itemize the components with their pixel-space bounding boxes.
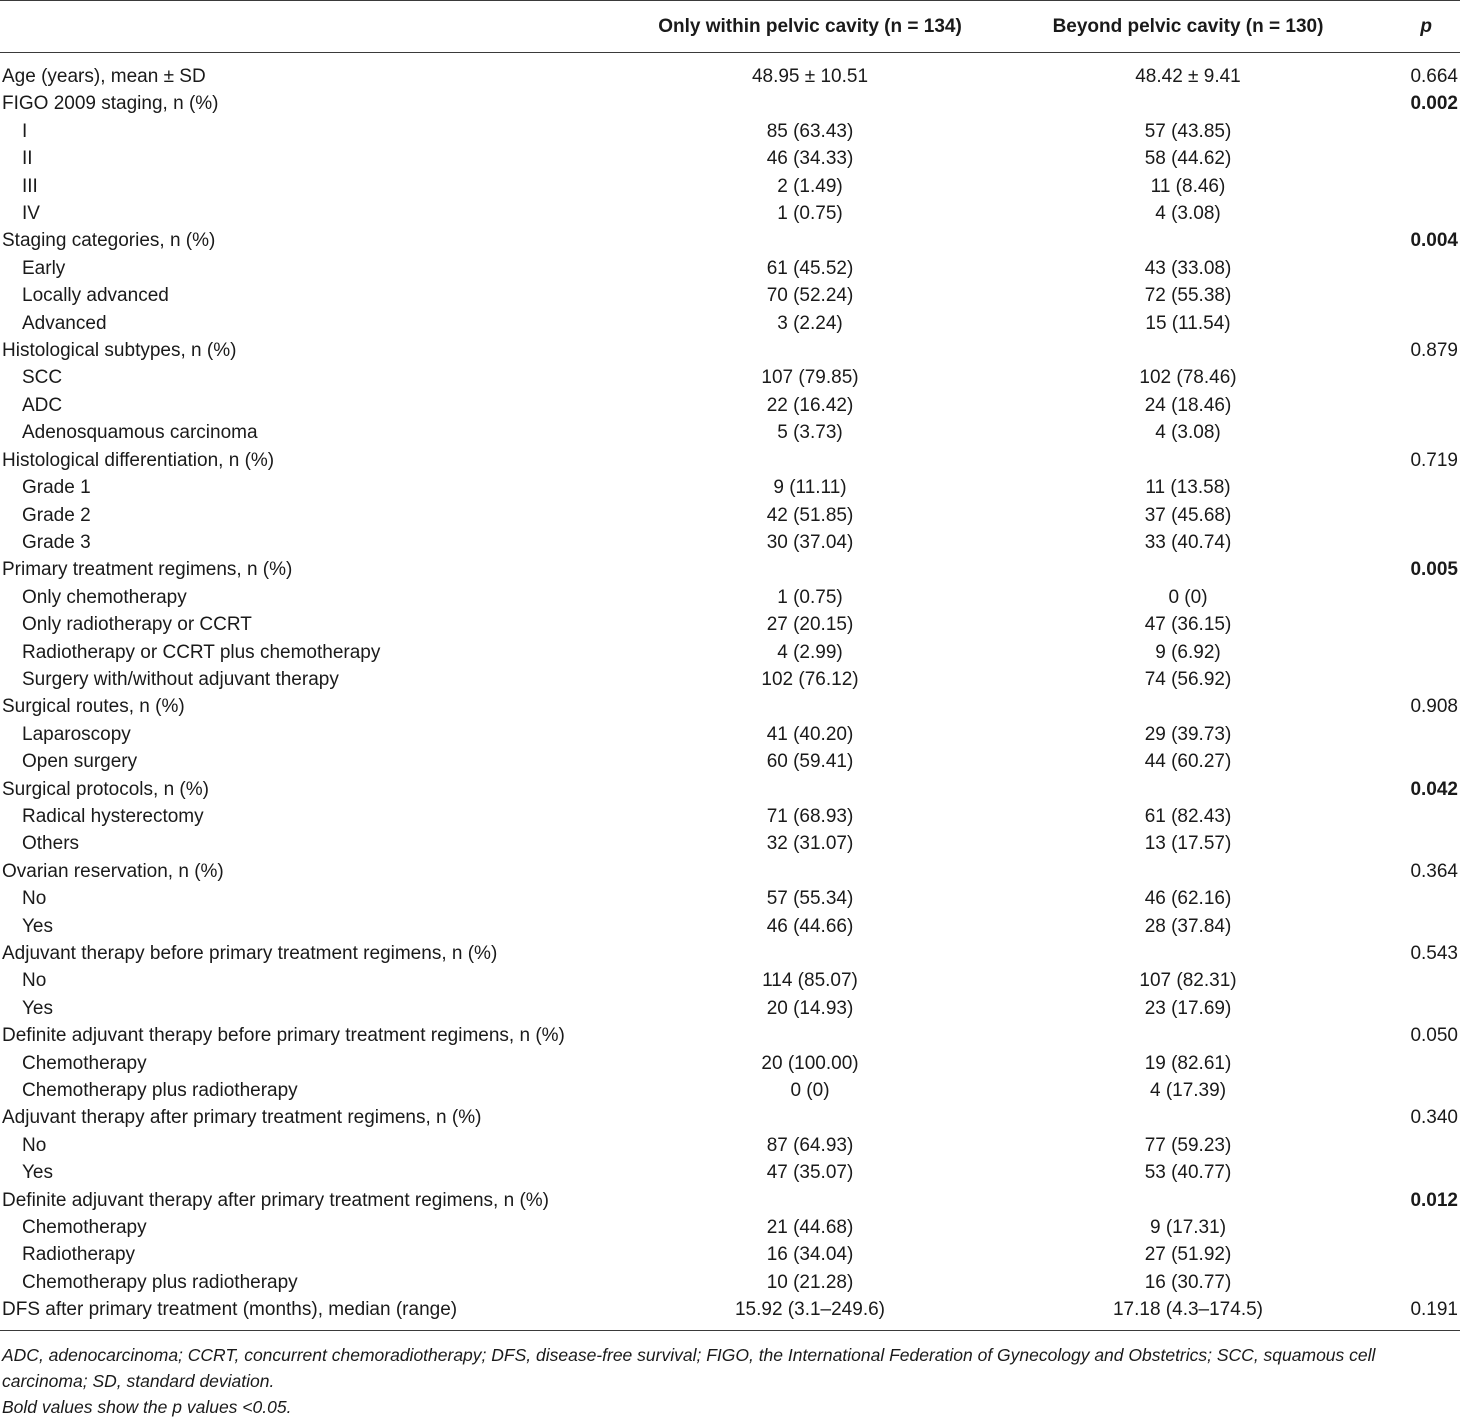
beyond-pelvic-value: 11 (8.46) (1150, 175, 1226, 197)
within-pelvic-value: 47 (35.07) (766, 1162, 854, 1184)
within-pelvic-value: 21 (44.68) (766, 1217, 854, 1239)
within-pelvic-value: 0 (0) (790, 1080, 830, 1102)
beyond-pelvic-value: 19 (82.61) (1144, 1052, 1232, 1074)
within-pelvic-value (620, 227, 1000, 254)
row-label: Surgery with/without adjuvant therapy (22, 668, 339, 690)
within-pelvic-value: 30 (37.04) (766, 531, 854, 553)
p-value (1376, 1132, 1460, 1159)
p-value (1376, 1269, 1460, 1296)
p-value: 0.002 (1410, 93, 1458, 115)
beyond-pelvic-value: 17.18 (4.3–174.5) (1000, 1296, 1376, 1330)
table-row-variable (0, 556, 1460, 583)
within-pelvic-value: 102 (76.12) (761, 668, 859, 690)
beyond-pelvic-value: 74 (56.92) (1144, 668, 1232, 690)
within-pelvic-value: 41 (40.20) (766, 723, 854, 745)
beyond-pelvic-value: 11 (13.58) (1145, 477, 1231, 499)
p-value: 0.050 (1410, 1025, 1458, 1047)
row-label: Radiotherapy or CCRT plus chemotherapy (22, 641, 381, 663)
table-row-subcategory (0, 1269, 1460, 1296)
p-value (1376, 310, 1460, 337)
within-pelvic-value (620, 1104, 1000, 1131)
within-pelvic-value: 46 (34.33) (766, 148, 854, 170)
within-pelvic-value (620, 1022, 1000, 1049)
table-row-subcategory (0, 118, 1460, 145)
table-row-subcategory (0, 1241, 1460, 1268)
table-row-subcategory (0, 173, 1460, 200)
row-label: Grade 2 (22, 504, 91, 526)
table-row-variable (0, 1104, 1460, 1131)
within-pelvic-value (620, 556, 1000, 583)
table-row-variable (0, 90, 1460, 117)
table-header (0, 1, 1460, 53)
row-label: Surgical routes, n (%) (2, 696, 185, 718)
beyond-pelvic-value: 107 (82.31) (1139, 970, 1237, 992)
within-pelvic-value (620, 858, 1000, 885)
table-row-subcategory (0, 145, 1460, 172)
p-value (1376, 748, 1460, 775)
within-pelvic-value: 22 (16.42) (766, 394, 854, 416)
beyond-pelvic-value (1000, 940, 1376, 967)
p-value (1376, 173, 1460, 200)
beyond-pelvic-value: 4 (3.08) (1155, 203, 1221, 225)
within-pelvic-value: 20 (14.93) (766, 997, 854, 1019)
p-value (1376, 1077, 1460, 1104)
within-pelvic-value: 48.95 ± 10.51 (751, 66, 869, 87)
row-label: Chemotherapy (22, 1052, 147, 1074)
row-label: Only radiotherapy or CCRT (22, 614, 252, 636)
row-label: Only chemotherapy (22, 586, 187, 608)
row-label: Age (years), mean ± SD (2, 66, 206, 87)
row-label: Chemotherapy (22, 1217, 147, 1239)
within-pelvic-value: 114 (85.07) (762, 970, 858, 992)
p-value (1376, 529, 1460, 556)
p-value (1376, 1050, 1460, 1077)
beyond-pelvic-value: 0 (0) (1168, 586, 1208, 608)
beyond-pelvic-value (1000, 776, 1376, 803)
p-value (1376, 1159, 1460, 1186)
header-row (0, 1, 1460, 53)
row-label: I (22, 120, 28, 142)
table-row-subcategory (0, 721, 1460, 748)
p-value (1376, 502, 1460, 529)
header-within-pelvic-cavity: Only within pelvic cavity (n = 134) (620, 1, 1000, 53)
beyond-pelvic-value (1000, 227, 1376, 254)
table-row-subcategory (0, 830, 1460, 857)
within-pelvic-value: 85 (63.43) (766, 120, 854, 142)
table-row-variable (0, 1187, 1460, 1214)
row-label: Others (22, 833, 80, 855)
table-row-subcategory (0, 1132, 1460, 1159)
beyond-pelvic-value (1000, 90, 1376, 117)
row-label: Histological differentiation, n (%) (2, 449, 275, 471)
p-value (1376, 803, 1460, 830)
p-value: 0.340 (1410, 1107, 1458, 1129)
within-pelvic-value: 3 (2.24) (777, 312, 843, 334)
p-value: 0.543 (1410, 943, 1458, 964)
table-row-variable (0, 1296, 1460, 1330)
row-label: DFS after primary treatment (months), median (range) (0, 1296, 620, 1330)
table-row-subcategory (0, 529, 1460, 556)
row-label: Yes (22, 1162, 53, 1184)
row-label: IV (22, 203, 40, 225)
table-row-subcategory (0, 995, 1460, 1022)
beyond-pelvic-value: 61 (82.43) (1144, 805, 1232, 827)
beyond-pelvic-value: 72 (55.38) (1144, 285, 1232, 307)
beyond-pelvic-value: 102 (78.46) (1139, 367, 1237, 389)
row-label: Radical hysterectomy (22, 805, 204, 827)
p-value: 0.364 (1410, 860, 1458, 882)
row-label: Yes (22, 997, 53, 1019)
row-label: ADC (22, 394, 63, 416)
p-value (1376, 666, 1460, 693)
p-value (1376, 255, 1460, 282)
p-value: 0.005 (1410, 559, 1458, 581)
beyond-pelvic-value: 28 (37.84) (1144, 915, 1232, 937)
table-row-subcategory (0, 364, 1460, 391)
within-pelvic-value: 5 (3.73) (777, 422, 843, 444)
row-label: Definite adjuvant therapy after primary treatment regimens, n (%) (2, 1189, 550, 1211)
p-value: 0.719 (1410, 449, 1458, 471)
within-pelvic-value: 32 (31.07) (766, 833, 854, 855)
table-footnotes (2, 1342, 1458, 1420)
row-label: No (22, 1134, 47, 1156)
within-pelvic-value: 20 (100.00) (761, 1052, 859, 1074)
within-pelvic-value: 1 (0.75) (777, 586, 843, 608)
p-value (1376, 584, 1460, 611)
p-value: 0.042 (1410, 778, 1458, 800)
beyond-pelvic-value: 24 (18.46) (1144, 394, 1232, 416)
table-row-variable (0, 693, 1460, 720)
header-variable (0, 1, 620, 53)
table-row-variable (0, 447, 1460, 474)
p-value (1376, 1241, 1460, 1268)
beyond-pelvic-value: 53 (40.77) (1144, 1162, 1232, 1184)
p-value (1376, 364, 1460, 391)
within-pelvic-value: 87 (64.93) (766, 1134, 854, 1156)
row-label: SCC (22, 367, 63, 389)
row-label: Chemotherapy plus radiotherapy (22, 1080, 298, 1102)
beyond-pelvic-value (1000, 1104, 1376, 1131)
header-beyond-pelvic-cavity: Beyond pelvic cavity (n = 130) (1000, 1, 1376, 53)
table-row-variable (0, 1022, 1460, 1049)
beyond-pelvic-value (1000, 858, 1376, 885)
row-label: Adjuvant therapy before primary treatment regimens, n (%) (2, 943, 498, 964)
within-pelvic-value: 2 (1.49) (777, 175, 843, 197)
within-pelvic-value (620, 90, 1000, 117)
p-value (1376, 967, 1460, 994)
within-pelvic-value: 60 (59.41) (766, 751, 854, 773)
beyond-pelvic-value: 37 (45.68) (1144, 504, 1232, 526)
beyond-pelvic-value: 29 (39.73) (1144, 723, 1232, 745)
beyond-pelvic-value: 16 (30.77) (1144, 1271, 1232, 1293)
row-label: FIGO 2009 staging, n (%) (2, 93, 219, 115)
beyond-pelvic-value (1000, 556, 1376, 583)
table-row-variable (0, 776, 1460, 803)
p-value (1376, 721, 1460, 748)
row-label: Primary treatment regimens, n (%) (2, 559, 293, 581)
table-row-subcategory (0, 474, 1460, 501)
within-pelvic-value: 42 (51.85) (766, 504, 854, 526)
beyond-pelvic-value: 48.42 ± 9.41 (1135, 66, 1241, 87)
row-label: Histological subtypes, n (%) (2, 340, 237, 362)
beyond-pelvic-value: 33 (40.74) (1144, 531, 1232, 553)
beyond-pelvic-value (1000, 337, 1376, 364)
table-row-subcategory (0, 502, 1460, 529)
row-label: No (22, 888, 47, 910)
row-label: Chemotherapy plus radiotherapy (22, 1271, 298, 1293)
within-pelvic-value: 61 (45.52) (766, 257, 854, 279)
p-value (1376, 913, 1460, 940)
table-body (0, 53, 1460, 1331)
beyond-pelvic-value: 9 (6.92) (1155, 641, 1221, 663)
beyond-pelvic-value: 9 (17.31) (1149, 1217, 1227, 1239)
within-pelvic-value: 10 (21.28) (766, 1271, 854, 1293)
p-value (1376, 118, 1460, 145)
table-row-subcategory (0, 1077, 1460, 1104)
within-pelvic-value (620, 447, 1000, 474)
row-label: Advanced (22, 312, 107, 334)
p-value (1376, 830, 1460, 857)
table-row-subcategory (0, 255, 1460, 282)
beyond-pelvic-value: 44 (60.27) (1144, 751, 1232, 773)
row-label: II (22, 148, 33, 170)
within-pelvic-value: 15.92 (3.1–249.6) (620, 1296, 1000, 1330)
row-label: III (22, 175, 38, 197)
row-label: No (22, 970, 47, 992)
bold-values-note: Bold values show the p values <0.05. (2, 1397, 292, 1417)
table-row-subcategory (0, 1159, 1460, 1186)
row-label: Ovarian reservation, n (%) (2, 860, 224, 882)
table-row-subcategory (0, 1050, 1460, 1077)
within-pelvic-value: 71 (68.93) (766, 805, 854, 827)
table-row-variable (0, 227, 1460, 254)
table-row-subcategory (0, 1214, 1460, 1241)
p-value (1376, 200, 1460, 227)
beyond-pelvic-value: 77 (59.23) (1144, 1134, 1232, 1156)
within-pelvic-value (620, 337, 1000, 364)
p-value: 0.004 (1410, 230, 1458, 252)
table-row-subcategory (0, 419, 1460, 446)
p-value (1376, 611, 1460, 638)
row-label: Grade 3 (22, 531, 91, 553)
beyond-pelvic-value (1000, 1022, 1376, 1049)
within-pelvic-value: 57 (55.34) (766, 888, 854, 910)
header-p-value: p (1376, 1, 1460, 53)
beyond-pelvic-value: 27 (51.92) (1144, 1244, 1232, 1266)
row-label: Early (22, 257, 66, 279)
p-value (1376, 145, 1460, 172)
p-value (1376, 885, 1460, 912)
beyond-pelvic-value: 15 (11.54) (1145, 312, 1231, 334)
p-value: 0.664 (1410, 66, 1458, 87)
beyond-pelvic-value: 43 (33.08) (1144, 257, 1232, 279)
table-row-variable (0, 940, 1460, 967)
row-label: Locally advanced (22, 285, 169, 307)
row-label: Open surgery (22, 751, 138, 773)
table-row-subcategory (0, 282, 1460, 309)
table-row-subcategory (0, 803, 1460, 830)
p-value: 0.908 (1410, 696, 1458, 718)
beyond-pelvic-value (1000, 447, 1376, 474)
row-label: Definite adjuvant therapy before primary treatment regimens, n (%) (2, 1025, 565, 1047)
table-row-variable (0, 337, 1460, 364)
p-value (1376, 995, 1460, 1022)
row-label: Adjuvant therapy after primary treatment regimens, n (%) (2, 1107, 482, 1129)
beyond-pelvic-value: 4 (3.08) (1155, 422, 1221, 444)
row-label: Grade 1 (22, 477, 91, 499)
beyond-pelvic-value (1000, 693, 1376, 720)
within-pelvic-value: 107 (79.85) (761, 367, 859, 389)
within-pelvic-value: 46 (44.66) (766, 915, 854, 937)
p-value (1376, 474, 1460, 501)
beyond-pelvic-value: 46 (62.16) (1144, 888, 1232, 910)
within-pelvic-value: 27 (20.15) (766, 614, 854, 636)
within-pelvic-value: 9 (11.11) (773, 477, 847, 499)
within-pelvic-value (620, 1187, 1000, 1214)
row-label: Surgical protocols, n (%) (2, 778, 209, 800)
table-row-subcategory (0, 913, 1460, 940)
table-row-variable (0, 858, 1460, 885)
row-label: Staging categories, n (%) (2, 230, 216, 252)
beyond-pelvic-value: 23 (17.69) (1144, 997, 1232, 1019)
within-pelvic-value: 4 (2.99) (777, 641, 843, 663)
p-value (1376, 1214, 1460, 1241)
within-pelvic-value (620, 693, 1000, 720)
table-row-subcategory (0, 748, 1460, 775)
table-row-subcategory (0, 639, 1460, 666)
row-label: Radiotherapy (22, 1244, 136, 1266)
beyond-pelvic-value: 57 (43.85) (1144, 120, 1232, 142)
row-label: Adenosquamous carcinoma (22, 422, 258, 444)
abbreviations-note: ADC, adenocarcinoma; CCRT, concurrent chemoradiotherapy; DFS, disease-free survival; FIGO, the International Federation of Gynecology and Obstetrics; SCC, squamous cell carcinoma; SD, standard deviation. (2, 1345, 1376, 1391)
beyond-pelvic-value: 58 (44.62) (1144, 148, 1232, 170)
table-row-subcategory (0, 584, 1460, 611)
row-label: Laparoscopy (22, 723, 131, 745)
table-row-subcategory (0, 666, 1460, 693)
table-row-subcategory (0, 200, 1460, 227)
table-row-subcategory (0, 611, 1460, 638)
table-row-subcategory (0, 967, 1460, 994)
table-row-variable (0, 53, 1460, 91)
p-value (1376, 639, 1460, 666)
within-pelvic-value: 1 (0.75) (777, 203, 843, 225)
within-pelvic-value: 16 (34.04) (766, 1244, 854, 1266)
p-value: 0.879 (1410, 340, 1458, 362)
row-label: Yes (22, 915, 53, 937)
table-row-subcategory (0, 392, 1460, 419)
beyond-pelvic-value: 13 (17.57) (1144, 833, 1232, 855)
p-value: 0.012 (1410, 1189, 1458, 1211)
beyond-pelvic-value: 4 (17.39) (1149, 1080, 1227, 1102)
p-value (1376, 392, 1460, 419)
p-value (1376, 282, 1460, 309)
p-value (1376, 419, 1460, 446)
within-pelvic-value (620, 940, 1000, 967)
table-row-subcategory (0, 885, 1460, 912)
within-pelvic-value (620, 776, 1000, 803)
beyond-pelvic-value (1000, 1187, 1376, 1214)
within-pelvic-value: 70 (52.24) (766, 285, 854, 307)
p-value: 0.191 (1376, 1296, 1460, 1330)
table-row-subcategory (0, 310, 1460, 337)
beyond-pelvic-value: 47 (36.15) (1144, 614, 1232, 636)
